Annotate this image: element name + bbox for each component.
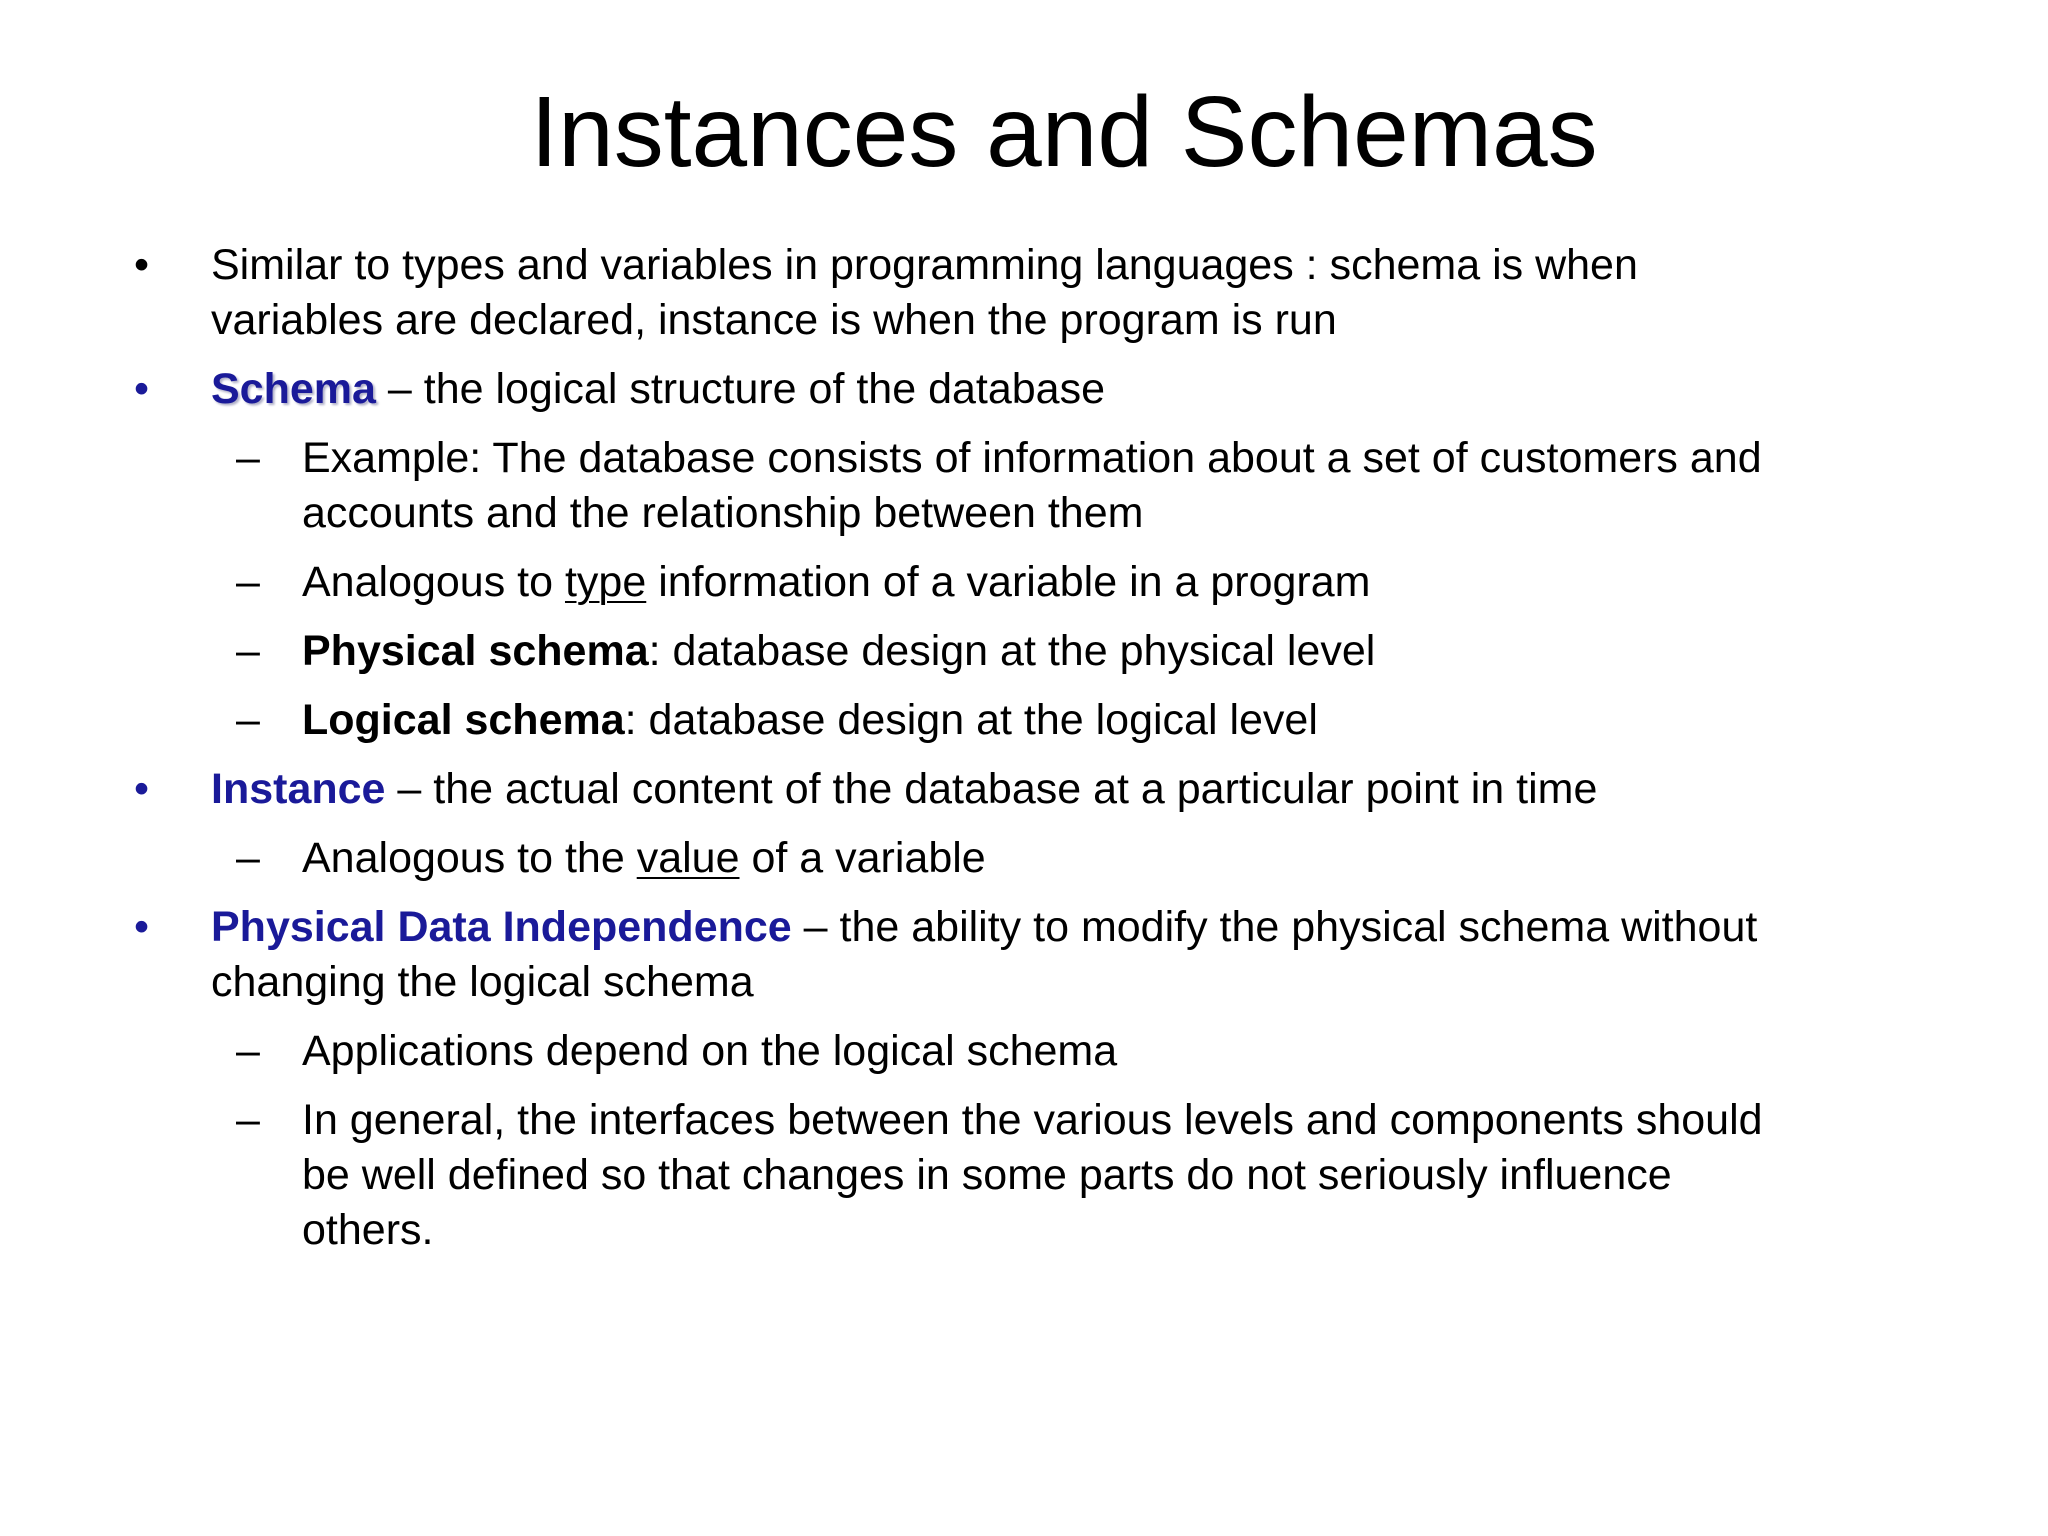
underlined-word-value: value — [636, 834, 740, 882]
bullet-text: – the ability to modify the physical schema without — [791, 903, 1758, 951]
bullet-text: – the logical structure of the database — [375, 365, 1106, 413]
sub-bullet-line: accounts and the relationship between them — [302, 489, 1144, 537]
bullet-marker: • — [134, 365, 150, 413]
sub-bullet-line: be well defined so that changes in some parts do not seriously influence — [302, 1151, 1672, 1199]
dash-marker: – — [236, 434, 260, 482]
bullet-text-line: changing the logical schema — [211, 958, 754, 1006]
sub-bullet-physical-schema — [302, 624, 1375, 679]
dash-marker: – — [236, 1027, 260, 1075]
sub-bullet-line: Example: The database consists of information about a set of customers and — [302, 434, 1762, 482]
bullet-text-line: Similar to types and variables in programming languages : schema is when — [211, 241, 1638, 289]
sub-bullet-line: Applications depend on the logical schema — [302, 1027, 1118, 1075]
bullet-text-line: variables are declared, instance is when the program is run — [211, 296, 1337, 344]
sub-bullet-value — [302, 831, 986, 886]
dash-marker: – — [236, 1096, 260, 1144]
sub-bullet-text: of a variable — [739, 834, 986, 882]
sub-bullet-type — [302, 555, 1370, 610]
slide-title: Instances and Schemas — [530, 76, 1598, 188]
sub-bullet-logical-schema — [302, 693, 1318, 748]
sub-bullet-text: : database design at the logical level — [624, 696, 1318, 744]
sub-bullet-text: : database design at the physical level — [648, 627, 1376, 675]
keyword-physical-data-independence: Physical Data Independence — [211, 903, 792, 951]
bullet-marker: • — [134, 241, 150, 289]
keyword-schema: Schema — [211, 365, 376, 413]
dash-marker: – — [236, 558, 260, 606]
bullet-text: – the actual content of the database at a particular point in time — [385, 765, 1598, 813]
sub-bullet-line: In general, the interfaces between the various levels and components should — [302, 1096, 1763, 1144]
bullet-marker: • — [134, 903, 150, 951]
bullet-physical-data-independence — [211, 900, 1757, 955]
sub-bullet-text: information of a variable in a program — [646, 558, 1371, 606]
underlined-word-type: type — [564, 558, 647, 606]
dash-marker: – — [236, 834, 260, 882]
sub-bullet-line: others. — [302, 1206, 434, 1254]
bold-term: Physical schema — [302, 627, 649, 675]
bullet-marker: • — [134, 765, 150, 813]
bullet-schema — [211, 362, 1105, 417]
sub-bullet-text: Analogous to the — [302, 834, 637, 882]
bold-term: Logical schema — [302, 696, 625, 744]
dash-marker: – — [236, 627, 260, 675]
bullet-instance — [211, 762, 1597, 817]
keyword-instance: Instance — [211, 765, 386, 813]
dash-marker: – — [236, 696, 260, 744]
sub-bullet-text: Analogous to — [302, 558, 565, 606]
